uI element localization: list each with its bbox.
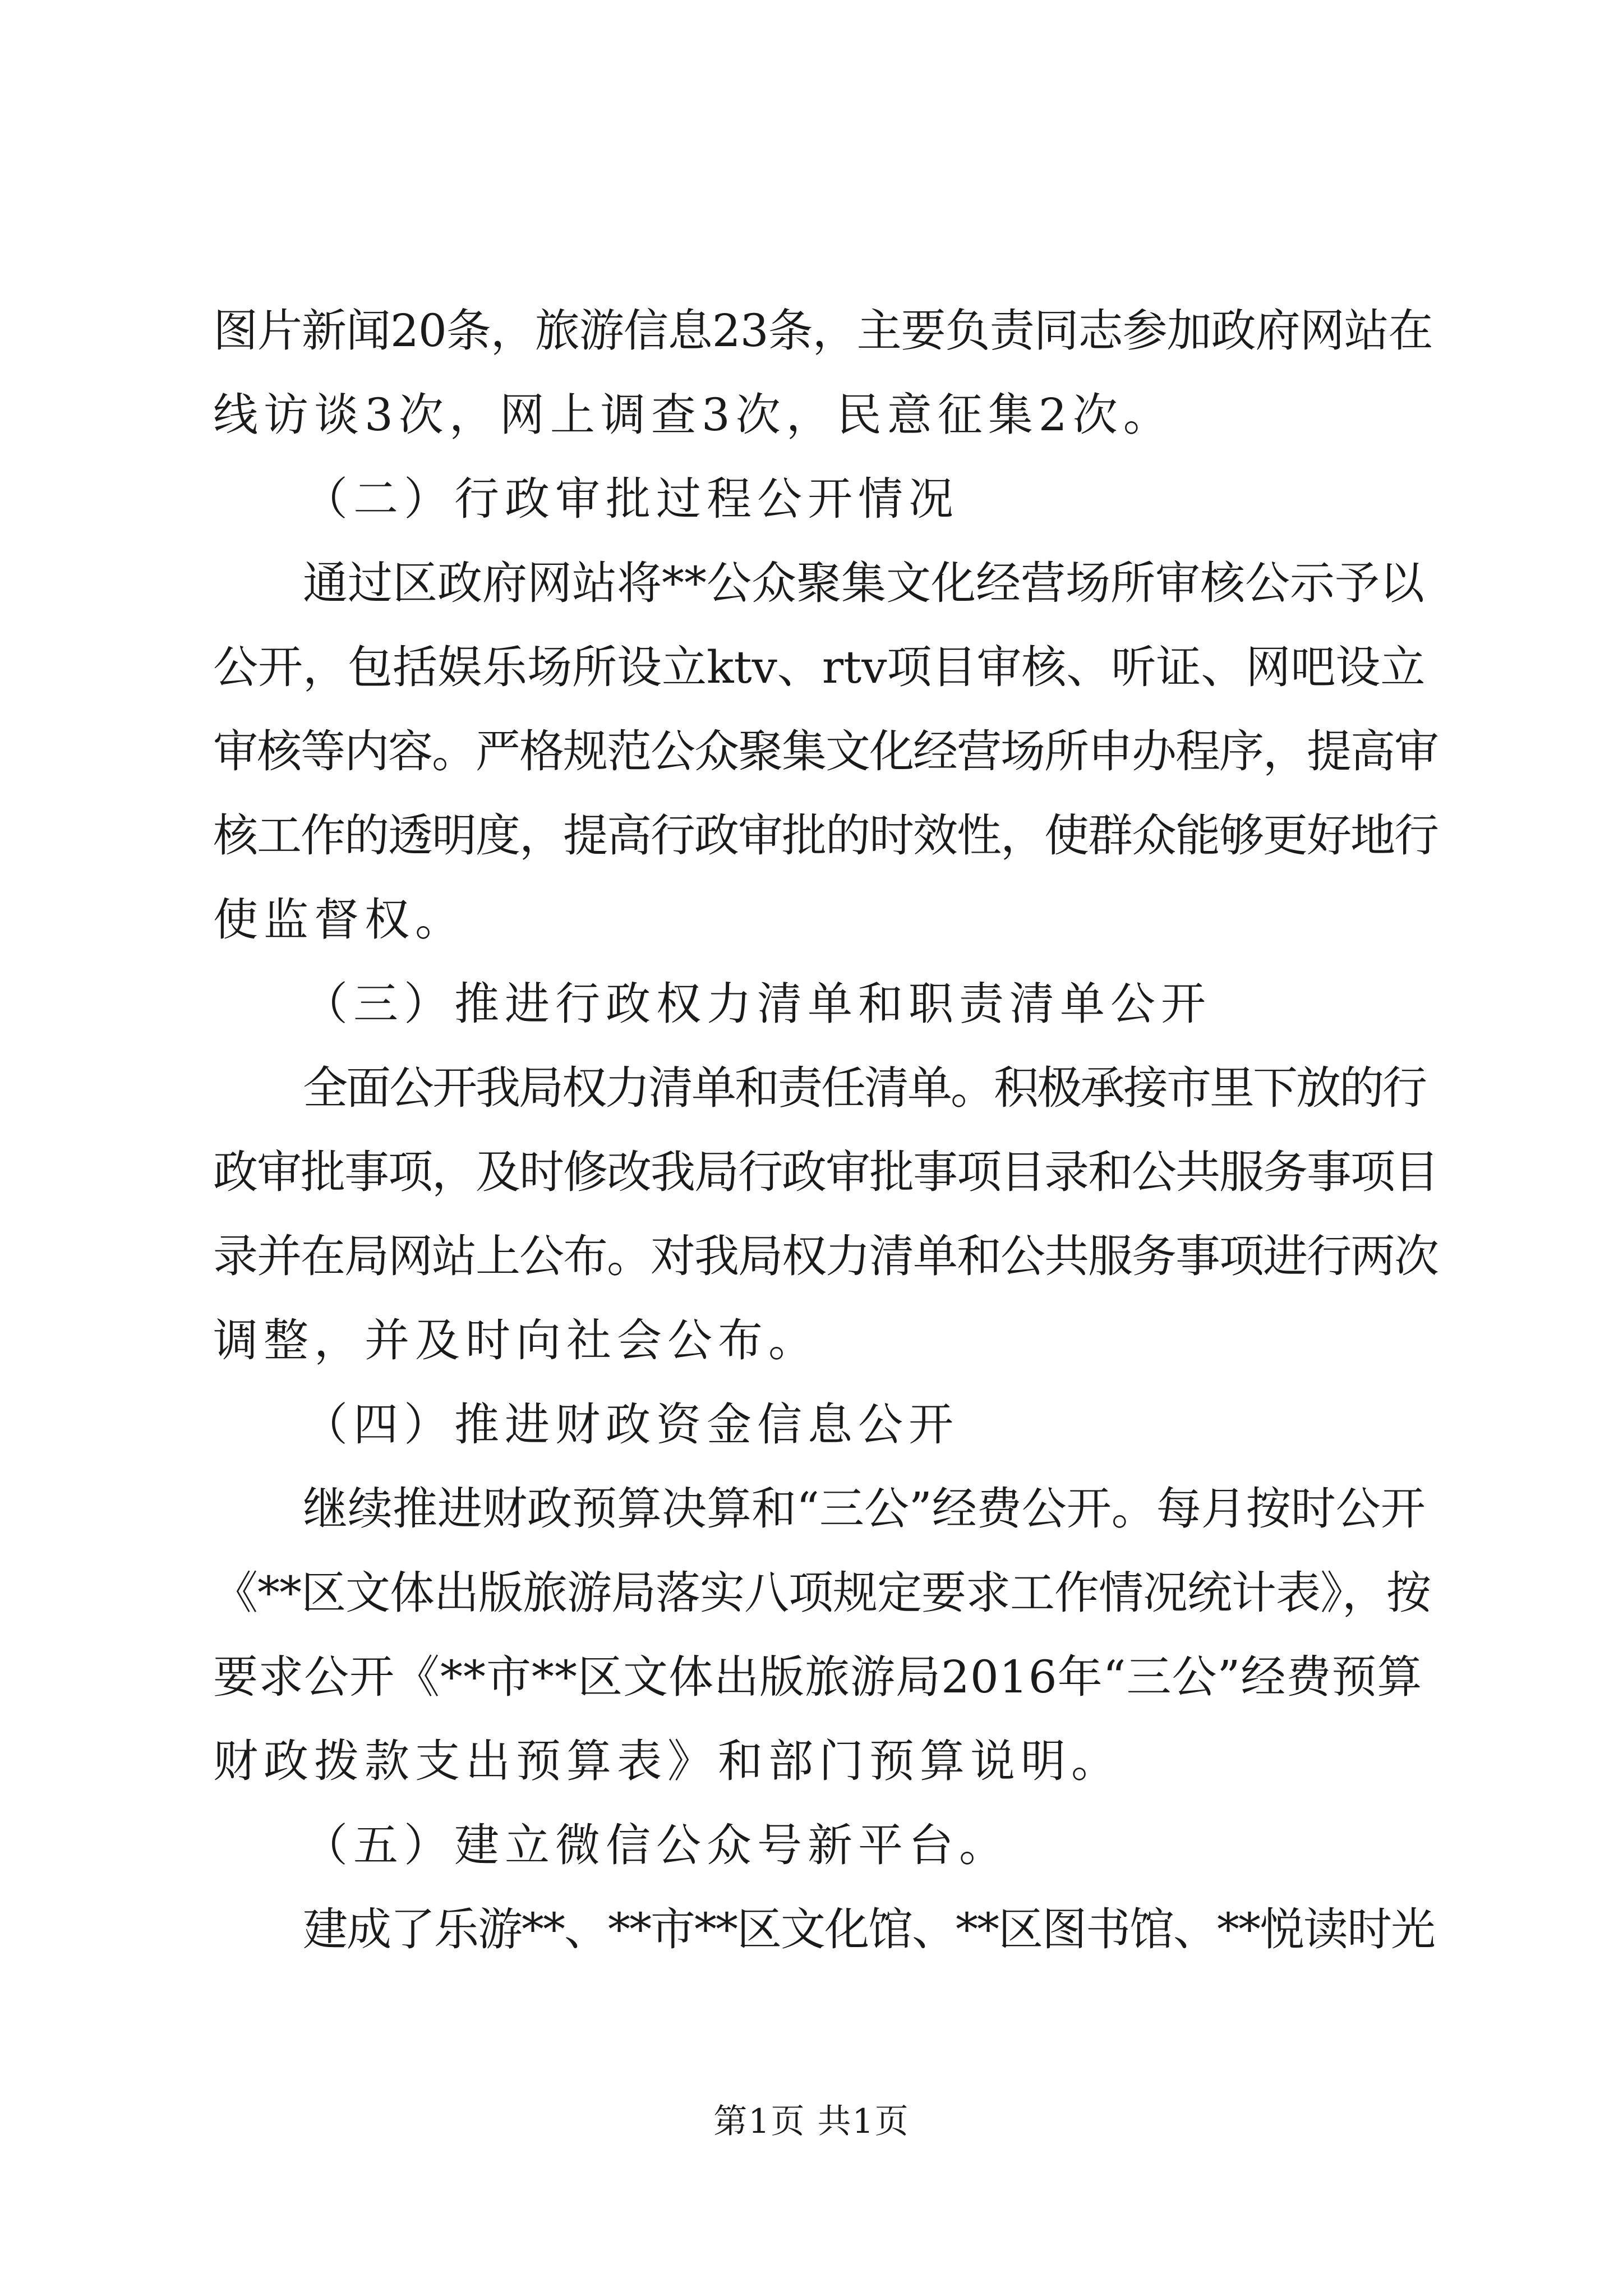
paragraph-line: 调整，并及时向社会公布。 bbox=[213, 1314, 819, 1366]
paragraph-line: 公开，包括娱乐场所设立ktv、rtv项目审核、听证、网吧设立 bbox=[213, 641, 1426, 693]
paragraph-line: 录并在局网站上公布。对我局权力清单和公共服务事项进行两次 bbox=[213, 1230, 1438, 1282]
paragraph-line: 使监督权。 bbox=[213, 894, 465, 946]
paragraph-line: 线访谈3次，网上调查3次，民意征集2次。 bbox=[213, 389, 1174, 441]
paragraph-line: 通过区政府网站将**公众聚集文化经营场所审核公示予以 bbox=[303, 557, 1424, 609]
paragraph-line: 核工作的透明度，提高行政审批的时效性，使群众能够更好地行 bbox=[213, 809, 1438, 862]
paragraph-line: 《**区文体出版旅游局落实八项规定要求工作情况统计表》，按 bbox=[213, 1567, 1431, 1619]
paragraph-line: 建成了乐游**、**市**区文化馆、**区图书馆、**悦读时光 bbox=[303, 1903, 1435, 1955]
paragraph-line: 图片新闻20条，旅游信息23条，主要负责同志参加政府网站在 bbox=[213, 305, 1433, 357]
section-heading: （二）行政审批过程公开情况 bbox=[303, 473, 959, 525]
paragraph-line: 政审批事项，及时修改我局行政审批事项目录和公共服务事项目 bbox=[213, 1146, 1438, 1198]
paragraph-line: 继续推进财政预算决算和“三公”经费公开。每月按时公开 bbox=[303, 1483, 1426, 1535]
page-number-footer: 第1页 共1页 bbox=[713, 2102, 910, 2141]
paragraph-line: 要求公开《**市**区文体出版旅游局2016年“三公”经费预算 bbox=[213, 1651, 1423, 1703]
section-heading: （五）建立微信公众号新平台。 bbox=[303, 1819, 1009, 1871]
paragraph-line: 全面公开我局权力清单和责任清单。积极承接市里下放的行 bbox=[303, 1062, 1426, 1114]
section-heading: （四）推进财政资金信息公开 bbox=[303, 1398, 959, 1451]
paragraph-line: 财政拨款支出预算表》和部门预算说明。 bbox=[213, 1735, 1122, 1787]
paragraph-line: 审核等内容。严格规范公众聚集文化经营场所申办程序，提高审 bbox=[213, 725, 1438, 777]
section-heading: （三）推进行政权力清单和职责清单公开 bbox=[303, 978, 1211, 1030]
